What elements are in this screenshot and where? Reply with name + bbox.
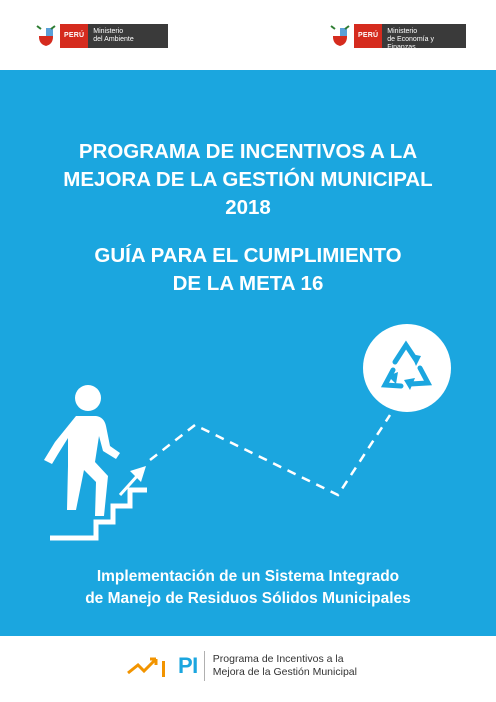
ministry-name-line1: Ministerio (93, 28, 124, 35)
guide-title-line1: GUÍA PARA EL CUMPLIMIENTO (94, 244, 402, 267)
person-climbing-stairs-icon (44, 385, 120, 516)
trend-arrow-icon (126, 651, 176, 681)
country-label: PERÚ (60, 24, 88, 48)
program-title-line2: MEJORA DE LA GESTIÓN MUNICIPAL (63, 168, 433, 191)
program-name (213, 653, 357, 679)
ministry-name (382, 24, 466, 51)
country-label: PERÚ (354, 24, 382, 48)
cover-subtitle (0, 566, 496, 610)
program-logo (126, 648, 357, 684)
guide-title-line2: DE LA META 16 (172, 272, 324, 295)
subtitle-line2: de Manejo de Residuos Sólidos Municipales (85, 590, 411, 607)
ministerio-economia-logo (330, 24, 466, 51)
ministerio-ambiente-logo (36, 24, 168, 48)
ministry-name-line2: del Ambiente (93, 36, 134, 43)
coat-of-arms-icon (330, 25, 350, 47)
cover-illustration (0, 70, 496, 636)
coat-of-arms-icon (36, 25, 56, 47)
ministry-name-line1: Ministerio (387, 28, 418, 35)
goal-circle (363, 324, 451, 412)
subtitle-line1: Implementación de un Sistema Integrado (96, 568, 400, 585)
ministry-name (88, 24, 168, 48)
program-brand: PI (178, 653, 198, 678)
program-name-line2: Mejora de la Gestión Municipal (212, 666, 357, 678)
dashed-path (150, 415, 390, 495)
program-title-year: 2018 (225, 196, 271, 219)
logo-divider (204, 651, 205, 681)
program-title-line1: PROGRAMA DE INCENTIVOS A LA (78, 140, 418, 163)
program-name-line1: Programa de Incentivos a la (212, 653, 344, 665)
ministry-name-line2: de Economía y Finanzas (387, 36, 434, 51)
